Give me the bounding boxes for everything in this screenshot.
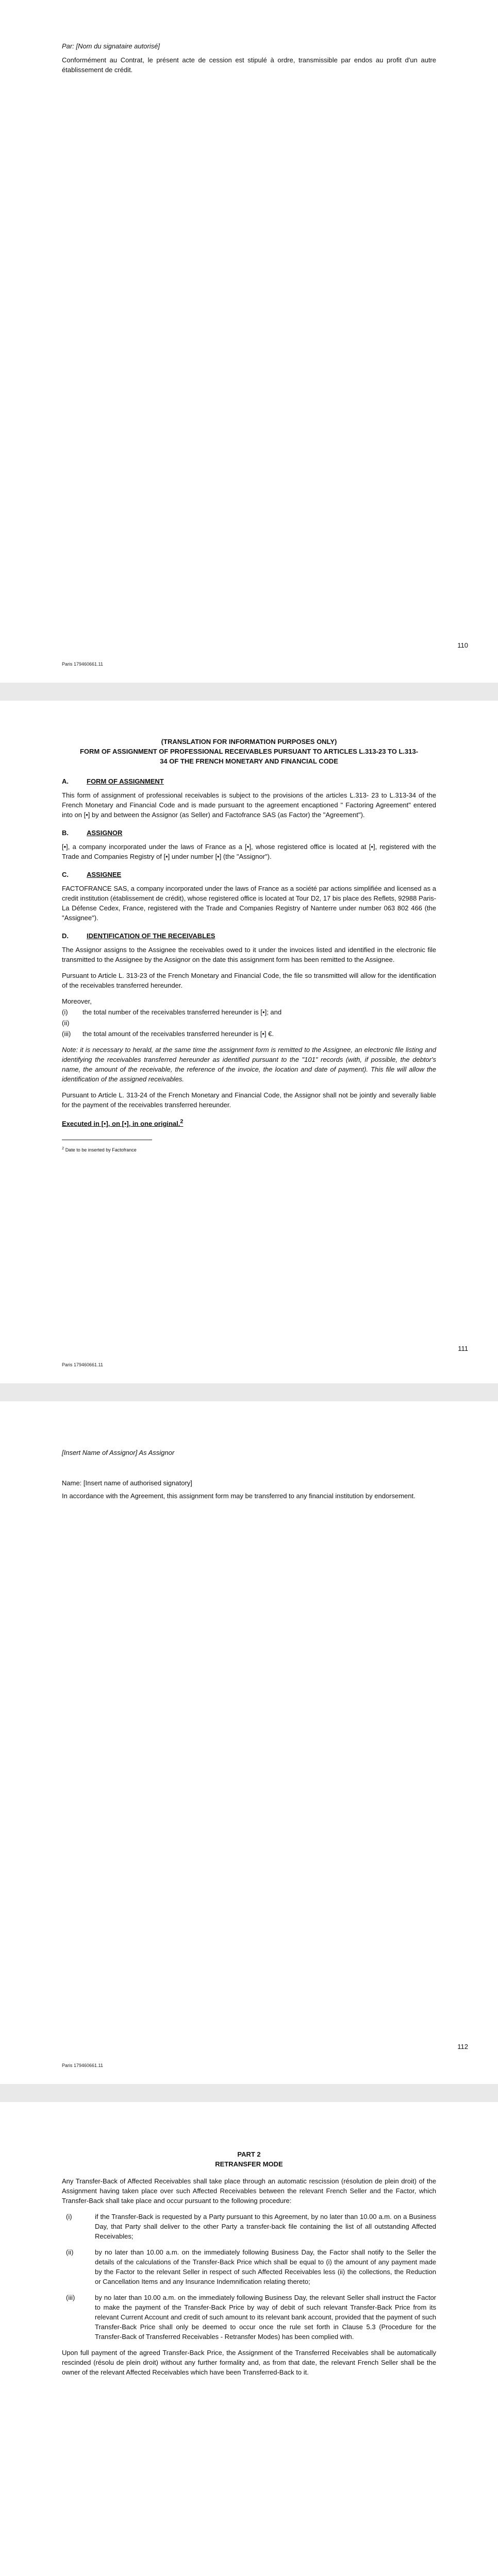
intro-paragraph: Any Transfer-Back of Affected Receivables shall take place through an automatic rescission (résolution de plein droit) of the Assignment having taken place over such Affected Receivables between the relevant French Seller and the Factor, which Transfer-Back shall take place and occur pursuant to the following procedure: [62, 2177, 436, 2205]
list-item [62, 1007, 436, 1017]
list-item [62, 1018, 436, 1028]
document-page-113 [0, 2102, 498, 2576]
signatory-name-line: Name: [Insert name of authorised signatory] [62, 1479, 192, 1487]
closing-paragraph: Upon full payment of the agreed Transfer-Back Price, the Assignment of the Transferred Receivables shall be automatically rescinded (résolu de plein droit) without any further formality and, as from that date, the relevant French Seller shall be the owner of the relevant Affected Receivables which have been Transferred-Back to it. [62, 2349, 436, 2376]
document-page-112 [0, 1401, 498, 2084]
list-marker: (iii) [62, 1030, 71, 1038]
list-marker: (ii) [66, 2248, 74, 2256]
list-marker: (i) [62, 1008, 68, 1016]
part-heading: PART 2 [237, 2150, 261, 2158]
section-b-heading [62, 828, 436, 838]
list-text: by no later than 10.00 a.m. on the immediately following Business Day, the Factor shall notify to the Seller the details of the calculations of the Transfer-Back Price which shall be equal to (i) the amount of any payment made by the Factor to the relevant Seller in respect of such Affected Receivables less (ii) the collections, the Reduction or Cancellation Items and any Insurance Indemnification relating thereto; [95, 2248, 436, 2285]
document-reference: Paris 179460661.11 [62, 1362, 103, 1367]
section-c-body: FACTOFRANCE SAS, a company incorporated under the laws of France as a société par actions simplifiée and licensed as a credit institution (établissement de crédit), whose registered office is located at Tour D2, 17 bis place des Reflets, 92988 Paris-La Défense Cedex, France, registered with the Trade and Companies Registry of Nanterre under number 063 802 466 (the "Assignee"). [62, 885, 436, 922]
section-a-heading [62, 776, 436, 786]
part-subheading: RETRANSFER MODE [215, 2160, 283, 2168]
moreover-label: Moreover, [62, 997, 92, 1005]
section-d-heading [62, 931, 436, 941]
endorsement-text: In accordance with the Agreement, this assignment form may be transferred to any financial institution by endorsement. [62, 1492, 416, 1500]
endorsement-text: Conformément au Contrat, le présent acte de cession est stipulé à ordre, transmissible par endos au profit d'un autre établissement de crédit. [62, 56, 436, 74]
footnote-marker: 2 [62, 1146, 64, 1151]
note-paragraph: Note: it is necessary to herald, at the same time the assignment form is remitted to the Assignee, an electronic file listing and identifying the receivables transferred hereunder as identified pursuant to the "101" records (with, if possible, the debtor's name, the amount of the receivable, the reference of the invoice, the location and date of payment). This file will allow the identification of the assigned receivables. [62, 1046, 436, 1083]
list-item [62, 1029, 436, 1039]
section-a-body: This form of assignment of professional receivables is subject to the provisions of the articles L.313- 23 to L.313-34 of the French Monetary and Financial Code and is made pursuant to the agreement encaptioned " Factoring Agreement" entered into on [•] by and between the Assignor (as Seller) and Factofrance SAS (as Factor) the "Agreement"). [62, 791, 436, 819]
executed-line [62, 1117, 436, 1128]
list-text: the total amount of the receivables transferred hereunder is [•] €. [82, 1030, 274, 1038]
section-d-body-1: The Assignor assigns to the Assignee the receivables owed to it under the invoices listed and identified in the electronic file transmitted to the Assignee by the Assignor on the date this assignment form has been remitted to the Assignee. [62, 946, 436, 963]
footnote [62, 1143, 436, 1155]
page-number: 111 [458, 1345, 468, 1352]
executed-text: Executed in [•], on [•], in one original. [62, 1120, 180, 1128]
page-number: 112 [457, 2043, 468, 2050]
document-page-111 [0, 701, 498, 1383]
footnote-text: Date to be inserted by Factofrance [65, 1147, 137, 1153]
list-marker: (i) [66, 2213, 72, 2221]
section-title: ASSIGNEE [87, 871, 122, 878]
document-page-110 [0, 0, 498, 683]
section-letter: C. [62, 871, 69, 878]
section-title: FORM OF ASSIGNMENT [87, 777, 164, 785]
footnote-ref: 2 [180, 1118, 184, 1125]
list-marker: (ii) [62, 1019, 70, 1027]
section-letter: A. [62, 777, 69, 785]
list-item [62, 2212, 436, 2241]
list-item [62, 2293, 436, 2342]
document-reference: Paris 179460661.11 [62, 662, 103, 667]
list-text: if the Transfer-Back is requested by a Party pursuant to this Agreement, by no later than 10.00 a.m. on a Business Day, that Party shall deliver to the other Party a transfer-back file containing the list of all outstanding Affected Receivables; [95, 2213, 436, 2240]
list-item [62, 2247, 436, 2286]
section-d-body-2: Pursuant to Article L. 313-23 of the French Monetary and Financial Code, the file so transmitted will allow for the identification of the receivables transferred hereunder. [62, 972, 436, 989]
page-number: 110 [457, 641, 468, 649]
assignor-line: [Insert Name of Assignor] As Assignor [62, 1449, 175, 1456]
form-title: (TRANSLATION FOR INFORMATION PURPOSES ONLY) FORM OF ASSIGNMENT OF PROFESSIONAL RECEIVABLES PURSUANT TO ARTICLES L.313-23 TO L.313-34 OF THE FRENCH MONETARY AND FINANCIAL CODE [79, 738, 419, 765]
section-letter: D. [62, 932, 69, 940]
section-b-body: [•], a company incorporated under the laws of France as a [•], whose registered office is located at [•], registered with the Trade and Companies Registry of [•] under number [•] (the "Assignor"). [62, 843, 436, 860]
list-marker: (iii) [66, 2294, 75, 2301]
liability-paragraph: Pursuant to Article L. 313-24 of the French Monetary and Financial Code, the Assignor shall not be jointly and severally liable for the payment of the receivables transferred hereunder. [62, 1091, 436, 1109]
section-title: IDENTIFICATION OF THE RECEIVABLES [87, 932, 215, 940]
document-reference: Paris 179460661.11 [62, 2063, 103, 2068]
section-c-heading [62, 870, 436, 879]
list-text: by no later than 10.00 a.m. on the immediately following Business Day, the relevant Seller shall instruct the Factor to make the payment of the Transfer-Back Price by way of debit of such relevant Transfer-Back Price from its relevant Current Account and credit of such amount to its relevant bank account, provided that the payment of such Transfer-Back Price shall only be deemed to occur once the rule set forth in Clause 5.3 (Procedure for the Transfer-Back of Transferred Receivables - Retransfer Modes) has been complied with. [95, 2294, 436, 2341]
section-letter: B. [62, 829, 69, 837]
signatory-line: Par: [Nom du signataire autorisé] [62, 42, 160, 50]
section-title: ASSIGNOR [87, 829, 123, 837]
list-text: the total number of the receivables transferred hereunder is [•]; and [82, 1008, 282, 1016]
